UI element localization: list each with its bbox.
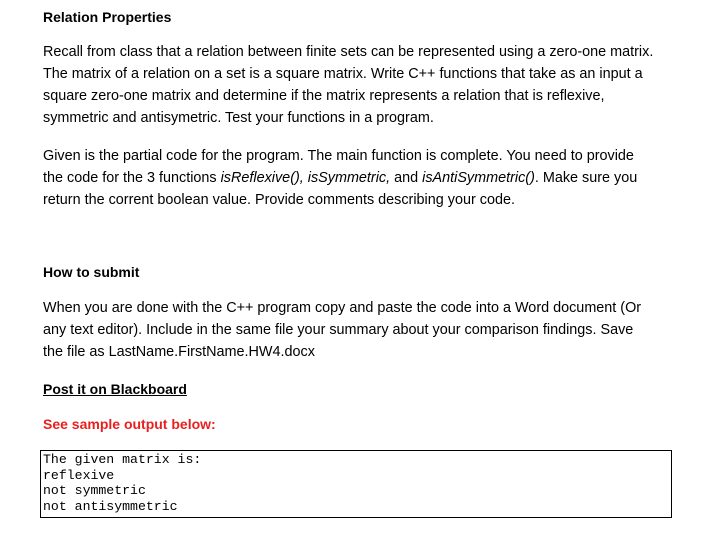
- paragraph-line: return the corrent boolean value. Provide comments describing your code.: [43, 192, 515, 208]
- paragraph-line: The matrix of a relation on a set is a square matrix. Write C++ functions that take as an input a: [43, 66, 643, 82]
- paragraph-line: symmetric and antisymetric. Test your functions in a program.: [43, 110, 434, 126]
- text-segment: and: [390, 170, 423, 186]
- output-line: reflexive: [43, 467, 115, 483]
- paragraph-line: When you are done with the C++ program copy and paste the code into a Word document (Or: [43, 300, 642, 316]
- text-segment: . Make sure you: [534, 170, 638, 186]
- post-on-blackboard-link[interactable]: Post it on Blackboard: [43, 381, 187, 397]
- section-title-how-to-submit: How to submit: [43, 264, 140, 280]
- paragraph-line: square zero-one matrix and determine if the matrix represents a relation that is reflexive,: [43, 88, 605, 104]
- text-segment: the code for the 3 functions: [43, 170, 221, 186]
- section-title-relation-properties: Relation Properties: [43, 9, 172, 25]
- partial-code-paragraph: [43, 145, 683, 211]
- sample-output-label: See sample output below:: [43, 416, 216, 432]
- paragraph-line: Recall from class that a relation between finite sets can be represented using a zero-one matrix.: [43, 44, 654, 60]
- output-line: not symmetric: [43, 483, 146, 498]
- paragraph-line: Given is the partial code for the program. The main function is complete. You need to provide: [43, 148, 634, 164]
- function-names-italic: isReflexive(), isSymmetric,: [220, 170, 391, 186]
- output-line: The given matrix is:: [43, 452, 202, 467]
- function-name-italic: isAntiSymmetric(): [422, 170, 535, 186]
- submit-instructions-paragraph: [43, 297, 683, 363]
- paragraph-line: the file as LastName.FirstName.HW4.docx: [43, 344, 315, 360]
- relation-intro-paragraph: [43, 41, 683, 129]
- sample-output-box: [40, 450, 672, 518]
- paragraph-line: [43, 167, 683, 189]
- paragraph-line: any text editor). Include in the same file your summary about your comparison findings. Save: [43, 322, 634, 338]
- output-line: not antisymmetric: [43, 498, 178, 514]
